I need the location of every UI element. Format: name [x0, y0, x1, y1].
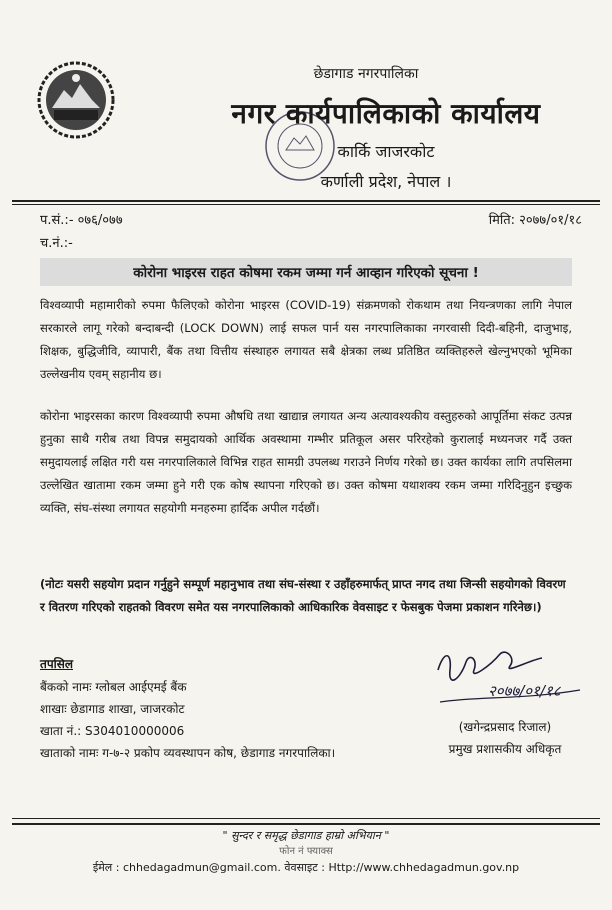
bank-branch: शाखाः छेडागाड शाखा, जाजरकोट: [40, 702, 185, 716]
body-paragraph-2: कोरोना भाइरसका कारण विश्वव्यापी रुपमा औषधि तथा खाद्यान्न लगायत अन्य अत्यावश्यकीय वस्तुहरुको आपूर्तिमा संकट उत्पन्न हुनुका साथै गरीब तथा विपन्न समुदायको आर्थिक अवस्थामा गम्भीर प्रतिकूल असर परिरहेको कुरालाई मध्यनजर गर्दै उक्त समुदायलाई लक्षित गरी यस नगरपालिकाले विभिन्न राहत सामग्री उपलब्ध गराउने निर्णय गरेको छ। उक्त कार्यका लागि तपसिलमा उल्लेखित खातामा रकम जम्मा हुने गरी एक कोष स्थापना गरिएको छ। उक्त कोषमा यथाशक्य रकम जम्मा गरिदिनुहुन इच्छुक व्यक्ति, संघ-संस्था लगायत सहयोगी मनहरुमा हार्दिक अपील गर्दछौं।: [40, 409, 572, 515]
footer-divider: [12, 818, 600, 819]
dispatch-number: च.नं.:-: [40, 236, 73, 251]
footer-divider-thick: [12, 823, 600, 825]
body-paragraph-1: विश्वव्यापी महामारीको रुपमा फैलिएको कोरोना भाइरस (COVID-19) संक्रमणको रोकथाम तथा नियन्त्रणका लागि नेपाल सरकारले लागू गरेको बन्दाबन्दी (LOCK DOWN) लाई सफल पार्न यस नगरपालिकाका नगरवासी दिदी-बहिनी, दाजुभाइ, शिक्षक, बुद्धिजीवि, व्यापारी, बैंक तथा वित्तीय संस्थाहरु लगायत सबै क्षेत्रका लब्ध प्रतिष्ठित व्यक्तिहरुले खेल्नुभएको भूमिका उल्लेखनीय एवम् सहानीय छ।: [40, 298, 572, 381]
letter-date: मिति: २०७७/०१/१८: [488, 213, 582, 228]
office-address: कार्कि जाजरकोट: [337, 142, 435, 161]
account-name: खाताको नामः ग-७-२ प्रकोप व्यवस्थापन कोष, छेडागाड नगरपालिका।: [40, 746, 336, 760]
letter-reference-number: प.सं.:- ०७६/०७७: [40, 213, 123, 228]
footer-phone-fax: फोन नं फ्याक्स: [279, 846, 333, 857]
account-number: खाता नं.: S304010000006: [40, 724, 185, 738]
municipality-name: छेडागाड नगरपालिका: [313, 66, 419, 82]
notice-subject-text: कोरोना भाइरस राहत कोषमा रकम जम्मा गर्न आव्हान गरिएको सूचना !: [133, 265, 479, 281]
footer-email-website: ईमेल : chhedagadmun@gmail.com. वेवसाइट : Http://www.chhedagadmun.gov.np: [92, 861, 520, 874]
office-title: नगर कार्यपालिकाको कार्यालय: [231, 97, 541, 130]
details-heading: तपसिल: [40, 657, 74, 671]
bank-name: बैंकको नामः ग्लोबल आईएमई बैंक: [40, 680, 187, 694]
province-line: कर्णाली प्रदेश, नेपाल ।: [320, 172, 452, 191]
signature-date: २०७७/०१/१८: [488, 682, 561, 700]
notice-subject: [40, 258, 572, 286]
header-divider: [12, 200, 600, 202]
handwritten-signature: [430, 640, 590, 710]
signatory-name: (खगेन्द्रप्रसाद रिजाल): [458, 720, 552, 734]
header-divider-thin: [12, 204, 600, 205]
body-note: (नोटः यसरी सहयोग प्रदान गर्नुहुने सम्पूर्ण महानुभाव तथा संघ-संस्था र उहाँहरुमार्फत् प्राप्त नगद तथा जिन्सी सहयोगको विवरण र वितरण गरिएको राहतको विवरण समेत यस नगरपालिकाको आधिकारिक वेवसाइट र फेसबुक पेजमा प्रकाशन गरिनेछ।): [40, 577, 566, 614]
signatory-designation: प्रमुख प्रशासकीय अधिकृत: [448, 742, 562, 756]
footer-slogan: " सुन्दर र समृद्ध छेडागाड हाम्रो अभियान ": [222, 829, 390, 842]
